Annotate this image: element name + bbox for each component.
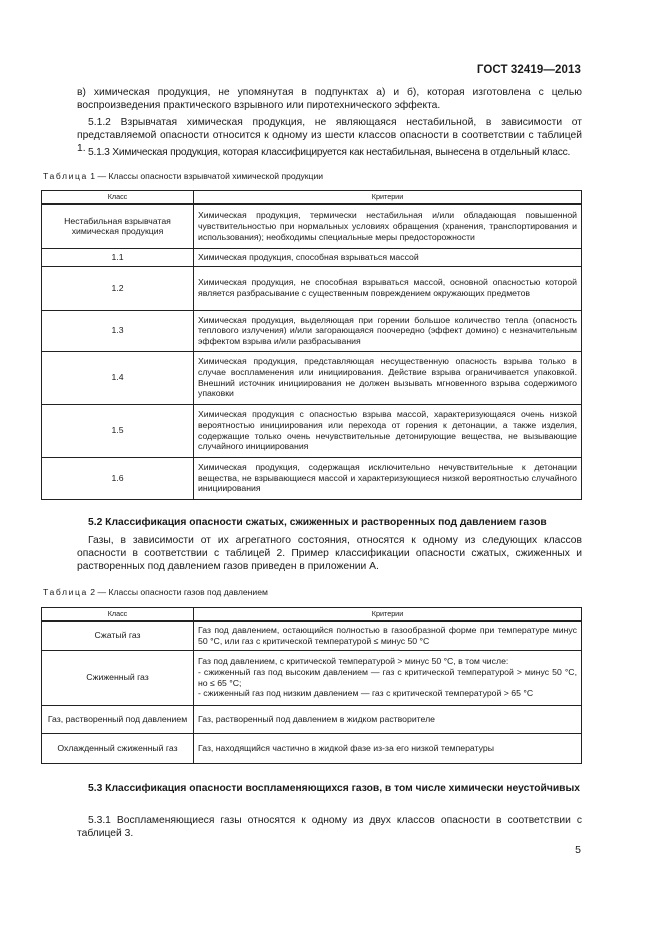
section-5-3-heading: 5.3 Классификация опасности воспламеняющихся газов, в том числе химически неустойчивых [88,783,581,794]
table2-criteria-cell [194,650,582,705]
table1 [41,190,582,500]
table2-criteria-cell: Газ, находящийся частично в жидкой фазе из-за его низкой температуры [194,733,582,763]
table2-caption-prefix: Таблица [43,587,88,597]
table1-criteria-cell: Химическая продукция с опасностью взрыва массой, характеризующаяся очень низкой вероятностью инициирования или перехода от горения к детонации, а также изделия, содержащие только очень нечувствительные детонирующие вещества, не вызывающие случайного инициирования [194,404,582,457]
table-row [42,266,582,310]
table-row [42,621,582,650]
table2-class-cell: Сжиженный газ [42,650,194,705]
table1-header-row [42,191,582,205]
paragraph-5-1-3: 5.1.3 Химическая продукция, которая классифицируется как нестабильная, вынесена в отдельный класс. [88,147,571,158]
table1-criteria-cell: Химическая продукция, представляющая несущественную опасность взрыва только в случае воспламенения или инициирования. Действие взрыва ограничивается упаковкой. Внешний источник инициирования не должен вызывать мгновенного взрыва содержимого упаковки [194,351,582,404]
table2-criteria-cell: Газ, растворенный под давлением в жидком растворителе [194,705,582,733]
table1-criteria-cell: Химическая продукция, не способная взрываться массой, основной опасностью которой является разбрасывание с существенным повреждением окружающих предметов [194,266,582,310]
table1-header-class: Класс [42,191,194,205]
page-number: 5 [575,844,581,856]
table-row [42,404,582,457]
table2-class-cell: Сжатый газ [42,621,194,650]
table-row [42,351,582,404]
table2-caption-text: 2 — Классы опасности газов под давлением [87,587,268,597]
document-id: ГОСТ 32419—2013 [476,64,581,76]
table1-header-criteria: Критерии [194,191,582,205]
table2 [41,607,582,764]
table2-criteria-line: - сжиженный газ под низким давлением — газ с критической температурой > 65 °С [198,688,534,699]
table2-class-cell: Газ, растворенный под давлением [42,705,194,733]
table1-class-cell: 1.6 [42,457,194,499]
table-row [42,457,582,499]
table1-criteria-cell: Химическая продукция, термически нестабильная и/или обладающая повышенной чувствительностью при нормальных условиях обращения (хранения, транспортирования и использования); необходимы специальные меры предосторожности [194,204,582,248]
table1-class-cell: 1.3 [42,310,194,351]
table1-class-cell: 1.5 [42,404,194,457]
table1-class-cell: 1.4 [42,351,194,404]
table-row [42,650,582,705]
table1-criteria-cell: Химическая продукция, выделяющая при горении большое количество тепла (опасность теплового излучения) и/или загорающаяся поочередно (эффект домино) с незначительным эффектом взрыва и/или разбрасывания [194,310,582,351]
table-row [42,310,582,351]
table2-header-row [42,608,582,622]
paragraph-5-3-1: 5.3.1 Воспламеняющиеся газы относятся к одному из двух классов опасности в соответствии с таблицей 3. [77,815,582,840]
paragraph-5-2: Газы, в зависимости от их агрегатного состояния, относятся к одному из следующих классов опасности в соответствии с таблицей 2. Пример классификации опасности сжатых, сжиженных и растворенных под давлением газов приведен в приложении А. [77,535,582,573]
table1-caption-prefix: Таблица [43,171,88,181]
table2-header-class: Класс [42,608,194,622]
table1-caption [43,171,323,182]
table2-criteria-cell: Газ под давлением, остающийся полностью в газообразной форме при температуре минус 50 °С, или газ с критической температурой ≤ минус 50 °С [194,621,582,650]
paragraph-item-v: в) химическая продукция, не упомянутая в подпунктах а) и б), которая изготовлена с целью воспроизведения практического взрывного или пиротехнического эффекта. [77,87,582,112]
table2-caption [43,587,268,598]
table2-class-cell: Охлажденный сжиженный газ [42,733,194,763]
table-row [42,705,582,733]
table1-criteria-cell: Химическая продукция, способная взрываться массой [194,248,582,266]
table1-caption-text: 1 — Классы опасности взрывчатой химической продукции [87,171,324,181]
table1-class-cell: 1.1 [42,248,194,266]
table2-header-criteria: Критерии [194,608,582,622]
table1-class-cell: Нестабильная взрывчатая химическая продукция [42,204,194,248]
section-5-2-heading: 5.2 Классификация опасности сжатых, сжиженных и растворенных под давлением газов [88,517,547,528]
table2-criteria-line: - сжиженный газ под высоким давлением — газ с критической температурой > минус 50 °С, но ≤ 65 °С; [198,666,577,688]
table-row [42,733,582,763]
table1-class-cell: 1.2 [42,266,194,310]
table1-criteria-cell: Химическая продукция, содержащая исключительно нечувствительные к детонации вещества, не взрывающиеся массой и характеризующиеся низкой вероятностью случайного инициирования [194,457,582,499]
table-row [42,248,582,266]
paragraph-5-1-2: 5.1.2 Взрывчатая химическая продукция, не являющаяся нестабильной, в зависимости от представляемой опасности относится к одному из шести классов опасности в соответствии с таблицей 1. [77,117,582,155]
table2-criteria-line: Газ под давлением, с критической температурой > минус 50 °С, в том числе: [198,656,509,667]
table-row [42,204,582,248]
